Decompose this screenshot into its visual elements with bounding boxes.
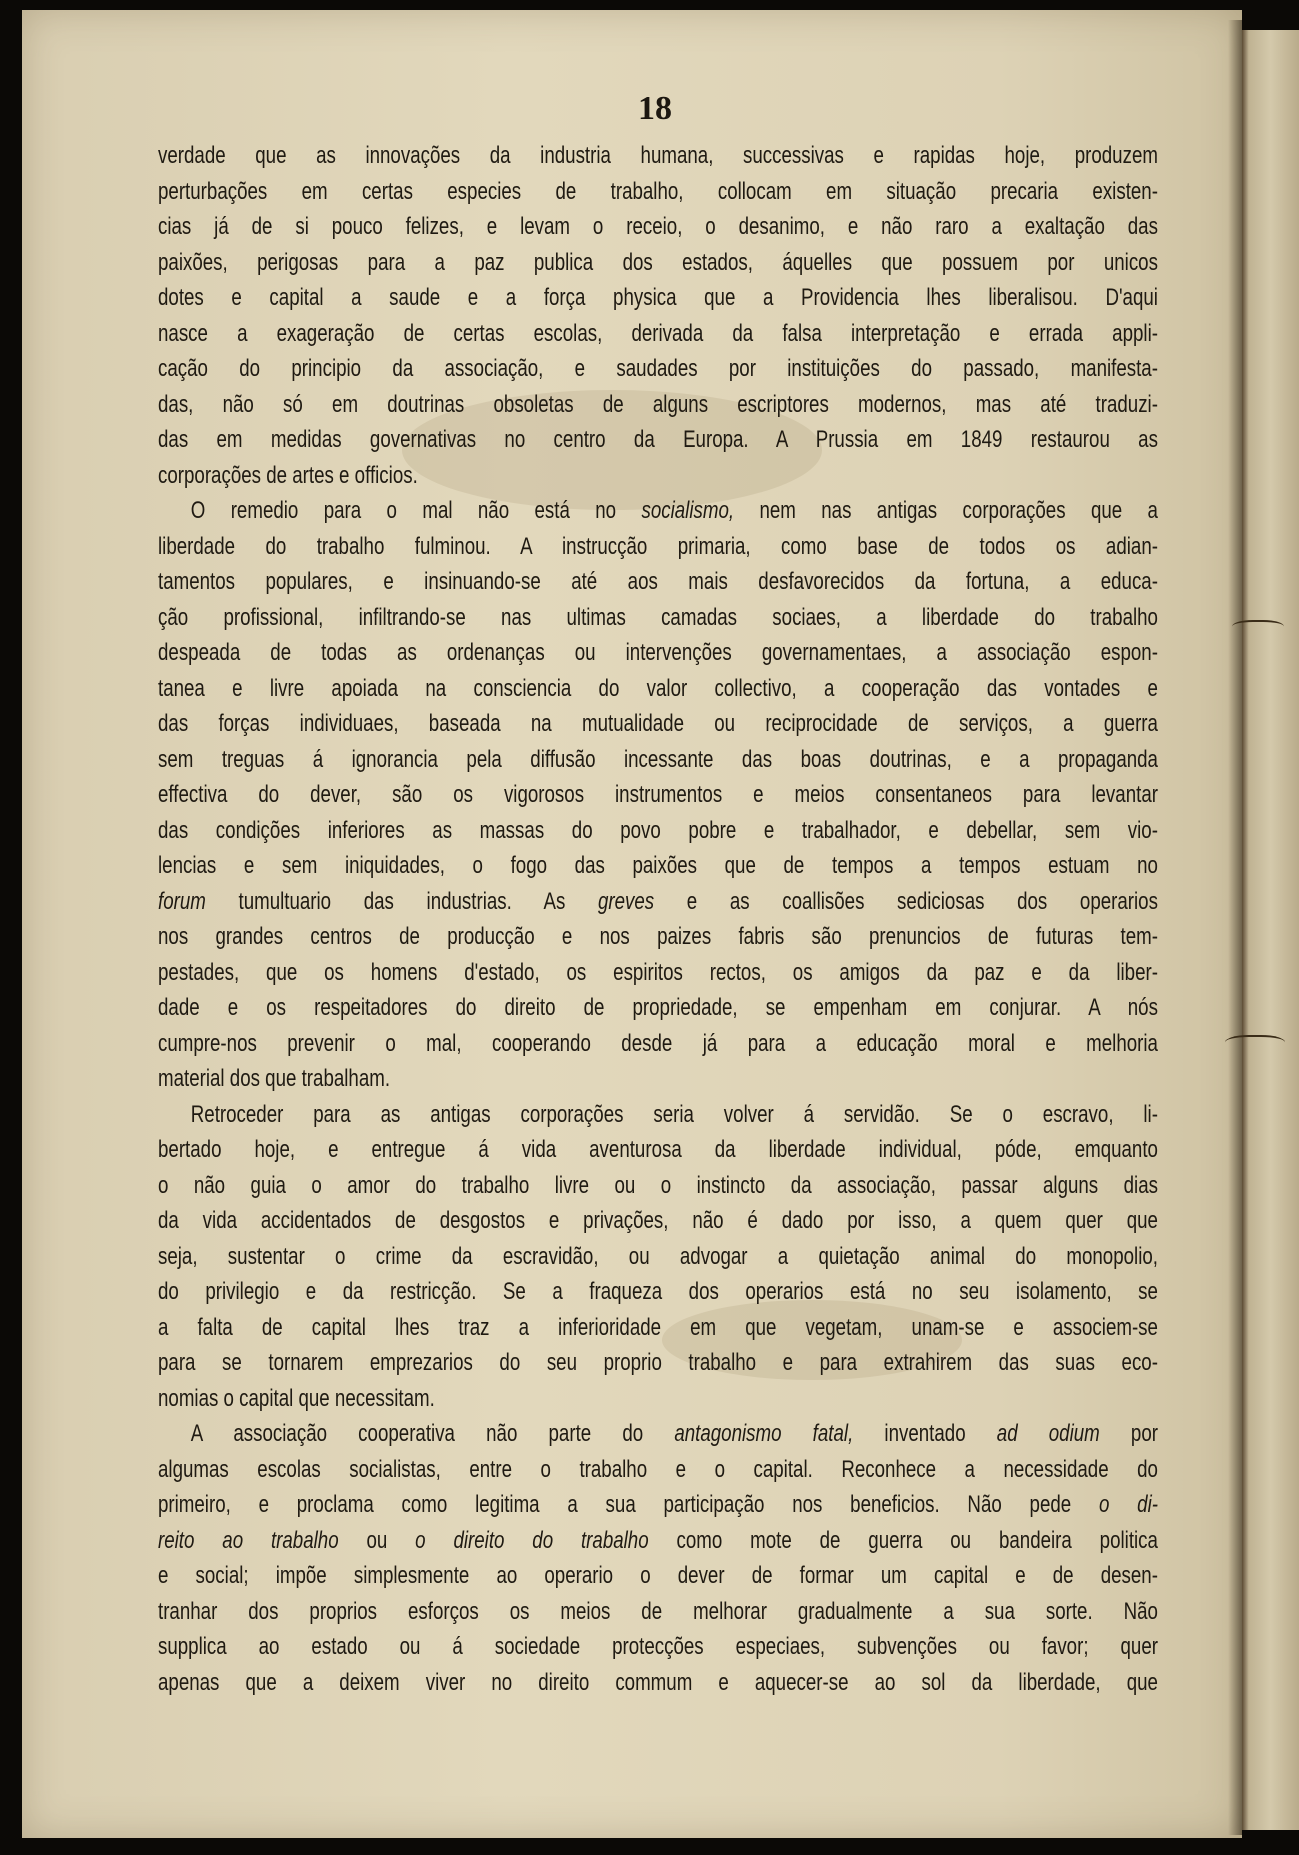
text-line: [158, 990, 1158, 1026]
text-fragment: Retroceder para as antigas corporações seria volver á servidão. Se o escravo, li-: [190, 1100, 1158, 1128]
text-line: [158, 1452, 1158, 1488]
text-line: [158, 848, 1158, 884]
text-line: [158, 813, 1158, 849]
text-fragment: liberdade do trabalho fulminou. A instrucção primaria, como base de todos os adian-: [158, 532, 1158, 560]
text-fragment: corporações de artes e officios.: [158, 461, 418, 489]
text-fragment: tumultuario das industrias. As: [205, 887, 598, 915]
text-fragment: A associação cooperativa não parte do: [190, 1420, 675, 1447]
text-fragment: ção profissional, infiltrando-se nas ultimas camadas sociaes, a liberdade do trabalho: [158, 603, 1158, 631]
text-fragment: das forças individuaes, baseada na mutualidade ou reciprocidade de serviços, a guerra: [158, 710, 1158, 737]
text-fragment: cias já de si pouco felizes, e levam o receio, o desanimo, e não raro a exaltação das: [158, 213, 1158, 240]
text-line: [158, 884, 1158, 920]
text-fragment: cumpre-nos prevenir o mal, cooperando desde já para a educação moral e melhoria: [158, 1029, 1158, 1057]
text-fragment: nem nas antigas corporações que a: [734, 497, 1158, 524]
text-line: [158, 919, 1158, 955]
text-fragment: e as coallisões sediciosas dos operarios: [654, 887, 1158, 915]
text-fragment: por: [1099, 1420, 1158, 1447]
text-line: [158, 351, 1158, 387]
text-line: [158, 387, 1158, 423]
text-line: [158, 564, 1158, 600]
body-text: [158, 138, 1158, 1700]
text-line: [158, 1132, 1158, 1168]
text-line: [158, 1416, 1158, 1452]
text-fragment: como mote de guerra ou bandeira politica: [648, 1526, 1158, 1554]
italic-text: antagonismo fatal,: [674, 1420, 854, 1447]
text-fragment: O remedio para o mal não está no: [190, 497, 642, 524]
text-line: [158, 1665, 1158, 1701]
text-fragment: apenas que a deixem viver no direito commum e aquecer-se ao sol da liberdade, que: [158, 1668, 1158, 1696]
text-fragment: dade e os respeitadores do direito de propriedade, se empenham em conjurar. A nós: [158, 994, 1158, 1021]
text-line: [158, 1594, 1158, 1630]
text-line: [158, 1629, 1158, 1665]
text-fragment: a falta de capital lhes traz a inferioridade em que vegetam, unam-se e associem-se: [158, 1313, 1158, 1341]
text-fragment: tanea e livre apoiada na consciencia do valor collectivo, a cooperação das vontades e: [158, 674, 1158, 702]
text-line: [158, 671, 1158, 707]
italic-text: ad odium: [996, 1420, 1100, 1447]
text-fragment: algumas escolas socialistas, entre o trabalho e o capital. Reconhece a necessidade do: [158, 1455, 1158, 1483]
page-number: 18: [638, 90, 672, 127]
text-line: [158, 777, 1158, 813]
text-fragment: effectiva do dever, são os vigorosos instrumentos e meios consentaneos para levantar: [158, 781, 1158, 808]
italic-text: forum: [158, 887, 206, 915]
text-fragment: primeiro, e proclama como legitima a sua participação nos beneficios. Não pede: [158, 1491, 1099, 1518]
text-fragment: das em medidas governativas no centro da Europa. A Prussia em 1849 restaurou as: [158, 426, 1158, 453]
binding-thread: [1225, 1035, 1285, 1053]
text-line: [158, 529, 1158, 565]
text-line: [158, 1487, 1158, 1523]
text-fragment: o não guia o amor do trabalho livre ou o instincto da associação, passar alguns dias: [158, 1171, 1158, 1199]
text-fragment: cação do principio da associação, e saudades por instituições do passado, manifesta-: [158, 355, 1158, 382]
text-line: [158, 1097, 1158, 1133]
italic-text: socialismo,: [641, 497, 735, 524]
binding-thread: [1232, 620, 1284, 636]
text-line: [158, 1558, 1158, 1594]
text-fragment: bertado hoje, e entregue á vida aventurosa da liberdade individual, póde, emquanto: [158, 1136, 1158, 1163]
text-line: [158, 1345, 1158, 1381]
text-line: [158, 1274, 1158, 1310]
text-line: [158, 706, 1158, 742]
text-line: [158, 245, 1158, 281]
text-fragment: ou: [338, 1526, 416, 1554]
text-fragment: perturbações em certas especies de trabalho, collocam em situação precaria existen-: [158, 177, 1158, 205]
text-line: [158, 1168, 1158, 1204]
text-line: [158, 422, 1158, 458]
italic-text: greves: [597, 887, 655, 915]
text-fragment: supplica ao estado ou á sociedade protecções especiaes, subvenções ou favor; quer: [158, 1633, 1158, 1660]
text-line: [158, 458, 1158, 494]
text-line: [158, 600, 1158, 636]
text-fragment: tranhar dos proprios esforços os meios de melhorar gradualmente a sua sorte. Não: [158, 1597, 1158, 1625]
text-line: [158, 138, 1158, 174]
text-line: [158, 1523, 1158, 1559]
italic-text: o direito do trabalho: [415, 1526, 649, 1554]
text-line: [158, 280, 1158, 316]
text-fragment: material dos que trabalham.: [158, 1065, 391, 1092]
text-line: [158, 1381, 1158, 1417]
text-fragment: pestades, que os homens d'estado, os espiritos rectos, os amigos da paz e da liber-: [158, 958, 1158, 986]
text-fragment: do privilegio e da restricção. Se a fraqueza dos operarios está no seu isolamento, se: [158, 1278, 1158, 1305]
italic-text: o di-: [1098, 1491, 1158, 1518]
text-line: [158, 742, 1158, 778]
text-line: [158, 1061, 1158, 1097]
text-fragment: inventado: [853, 1420, 997, 1447]
text-fragment: para se tornarem emprezarios do seu proprio trabalho e para extrahirem das suas eco-: [158, 1349, 1158, 1376]
binding-gutter: [1228, 20, 1242, 1835]
text-line: [158, 1310, 1158, 1346]
italic-text: reito ao trabalho: [158, 1526, 339, 1554]
text-fragment: das, não só em doutrinas obsoletas de alguns escriptores modernos, mas até traduzi-: [158, 390, 1158, 418]
text-fragment: despeada de todas as ordenanças ou intervenções governamentaes, a associação espon-: [158, 639, 1158, 666]
text-fragment: nos grandes centros de producção e nos paizes fabris são prenuncios de futuras tem-: [158, 923, 1158, 950]
text-fragment: sem treguas á ignorancia pela diffusão incessante das boas doutrinas, e a propaganda: [158, 745, 1158, 773]
text-fragment: verdade que as innovações da industria humana, successivas e rapidas hoje, produzem: [158, 142, 1158, 169]
text-fragment: paixões, perigosas para a paz publica dos estados, áquelles que possuem por unicos: [158, 248, 1158, 276]
text-fragment: lencias e sem iniquidades, o fogo das paixões que de tempos a tempos estuam no: [158, 852, 1158, 879]
text-fragment: e social; impõe simplesmente ao operario o dever de formar um capital e de desen-: [158, 1562, 1158, 1589]
text-line: [158, 1203, 1158, 1239]
text-fragment: nomias o capital que necessitam.: [158, 1384, 435, 1412]
text-line: [158, 635, 1158, 671]
text-line: [158, 209, 1158, 245]
text-line: [158, 1239, 1158, 1275]
text-fragment: seja, sustentar o crime da escravidão, ou advogar a quietação animal do monopolio,: [158, 1242, 1158, 1270]
text-line: [158, 174, 1158, 210]
text-line: [158, 1026, 1158, 1062]
facing-page-edge: [1242, 30, 1299, 1830]
text-fragment: dotes e capital a saude e a força physica que a Providencia lhes liberalisou. D'aqui: [158, 284, 1158, 311]
text-fragment: tamentos populares, e insinuando-se até aos mais desfavorecidos da fortuna, a educa-: [158, 568, 1158, 595]
text-fragment: das condições inferiores as massas do povo pobre e trabalhador, e debellar, sem vio-: [158, 816, 1158, 844]
text-fragment: nasce a exageração de certas escolas, derivada da falsa interpretação e errada appli-: [158, 319, 1158, 347]
text-line: [158, 955, 1158, 991]
text-fragment: da vida accidentados de desgostos e privações, não é dado por isso, a quem quer que: [158, 1207, 1158, 1234]
text-line: [158, 316, 1158, 352]
text-line: [158, 493, 1158, 529]
